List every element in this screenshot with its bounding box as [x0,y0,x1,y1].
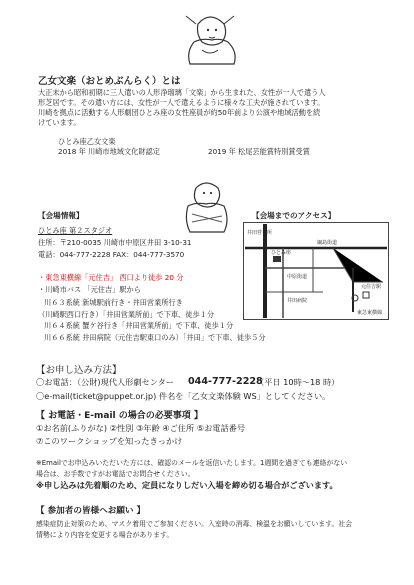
required-row-2: ⑦このワークショップを知ったきっかけ [36,436,183,446]
puppet-illustration-top [178,10,242,68]
apply-heading: 【お申し込み方法】 [36,365,122,376]
map-label-station: 元住吉駅 [361,284,382,290]
hitomiza-marker [273,256,281,262]
note-first-come: ※申し込みは先着順のため、定員になりしだい入場を締め切る場合がございます。 [36,480,338,490]
map-label-hitomiza: ひとみ座 [271,250,292,256]
notice-line-2: 情勢により内容を変更する場合があります。 [36,531,174,539]
required-heading: 【 お電話・E-mail の場合の必要事項 】 [36,411,203,421]
venue-address: 住所：〒210-0035 川崎市中原区井田 3-10-31 [38,238,192,247]
apply-phone-number[interactable]: 044-777-2228 [188,376,263,387]
bus-route: 川６４系統 蟹ケ谷行き「井田営業所前」で下車、徒歩１分 [44,321,234,330]
bus-route: 川６６系統 井田病院（元住吉駅東口のみ）「井田」で下車、徒歩５分 [44,332,266,342]
apply-email-line[interactable]: 〇e-mail(ticket@puppet.or.jp) 件名を「乙女文楽体験 WS」としてください。 [36,391,331,401]
intro-paragraph [38,88,383,128]
intro-line: 形芝居です。その遣い方には、女性が一人で遣えるように様々な工夫が施されています。 [38,98,325,107]
map-label-toyoko: 東急東横線 [357,310,383,316]
bus-routes [38,297,266,343]
intro-line: 大正末から昭和初期に三人遣いの人形浄瑠璃「文楽」から生まれた、女性が一人で遣う人 [38,88,326,97]
access-station: ・東急東横線「元住吉」 西口より徒歩 20 分 [38,273,184,282]
intro-line: 川崎を拠点に活動する人形劇団ひとみ座の女性座員が約50年前より公演や地域活動を続 [38,108,321,117]
map-label-bus-office: 井田営業所 [247,230,273,236]
access-map [243,222,389,320]
intro-line: けています。 [38,118,81,127]
map-label-hospital: 井田病院 [287,298,308,304]
required-row-1: ①お名前(ふりがな) ②性別 ③年齢 ④ご住所 ⑤お電話番号 [36,423,246,433]
venue-name: ひとみ座 第２スタジオ [38,226,113,235]
note-email-confirm: ※Emailでお申込みいただいた方には、確認のメールを返信いたします。1週間を過ぎても連絡がない [36,459,348,467]
access-heading: 【会場までのアクセス】 [252,211,336,220]
map-label-nakahara: 中原街道 [287,274,308,280]
puppet-illustration-middle [178,180,236,236]
award-cultural-property: 2018 年 川崎市地域文化財認定 [58,147,160,156]
apply-phone-label: 〇お電話：（公財)現代人形劇センター [36,377,174,387]
intro-title: 乙女文楽（おとめぶんらく）とは [38,76,181,87]
bus-route: 川６３系統 新城駅前行き・井田営業所行き [44,298,183,307]
notice-heading: 【 参加者の皆様へお願い 】 [36,506,146,516]
award-matsuo-prize: 2019 年 松尾芸能賞特別賞受賞 [208,147,310,156]
group-name: ひとみ座乙女文楽 [58,137,116,146]
apply-phone-hours: （平日 10時～18 時） [256,377,340,387]
map-label-tsunashima: 綱島街道 [317,240,338,246]
note-email-confirm-2: 場合は、お手数ですがお電話でお問合せください。 [36,470,195,478]
venue-phone: 電話：044-777-2228 FAX：044-777-3570 [38,250,185,259]
notice-line-1: 感染症防止対策のため、マスク着用でご参加ください。入室時の消毒、検温をお願いしています。社会 [36,520,353,528]
bus-route: （川崎駅西口行き）「井田営業所前」で下車、徒歩１分 [38,309,215,319]
venue-heading: 【会場情報】 [38,211,84,220]
bus-heading: ・川崎市バス 「元住吉」駅から [38,285,141,294]
